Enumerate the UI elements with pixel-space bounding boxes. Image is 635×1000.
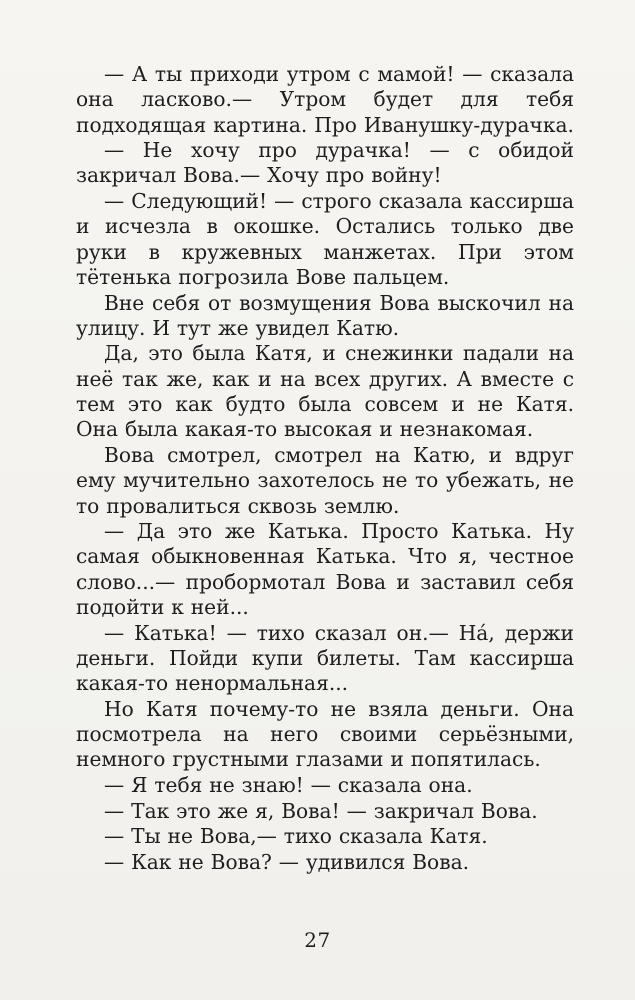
paragraph: — Не хочу про дурачка! — с обидой закричал Вова.— Хочу про войну! (76, 138, 574, 188)
page-number: 27 (304, 928, 331, 952)
paragraph: — А ты приходи утром с мамой! — сказала она ласково.— Утром будет для тебя подходящая картина. Про Иванушку-дурачка. (76, 62, 574, 137)
paragraph: — Ты не Вова,— тихо сказала Катя. (104, 824, 488, 849)
paragraph: — Катька! — тихо сказал он.— На́, держи деньги. Пойди купи билеты. Там кассирша какая-то ненормальная... (76, 620, 574, 696)
paragraph: — Да это же Катька. Просто Катька. Ну самая обыкновенная Катька. Что я, честное слово...— пробормотал Вова и заставил себя подойти к ней... (76, 519, 574, 620)
paragraph: Вова смотрел, смотрел на Катю, и вдруг ему мучительно захотелось не то убежать, не то провалиться сквозь землю. (76, 442, 574, 518)
paragraph: Но Катя почему-то не взяла деньги. Она посмотрела на него своими серьёзными, немного грустными глазами и попятилась. (76, 696, 574, 772)
paragraph: — Так это же я, Вова! — закричал Вова. (104, 798, 538, 823)
paragraph: — Как не Вова? — удивился Вова. (104, 849, 470, 874)
paragraph: Вне себя от возмущения Вова выскочил на улицу. И тут же увидел Катю. (76, 290, 574, 340)
paragraph: — Следующий! — строго сказала кассирша и исчезла в окошке. Остались только две руки в кружевных манжетах. При этом тётенька погрозила Вове пальцем. (76, 189, 574, 289)
paragraph: — Я тебя не знаю! — сказала она. (104, 772, 473, 797)
body-text (76, 62, 574, 875)
paragraph: Да, это была Катя, и снежинки падали на неё так же, как и на всех других. А вместе с тем это как будто была совсем и не Катя. Она была какая-то высокая и незнакомая. (76, 341, 574, 442)
